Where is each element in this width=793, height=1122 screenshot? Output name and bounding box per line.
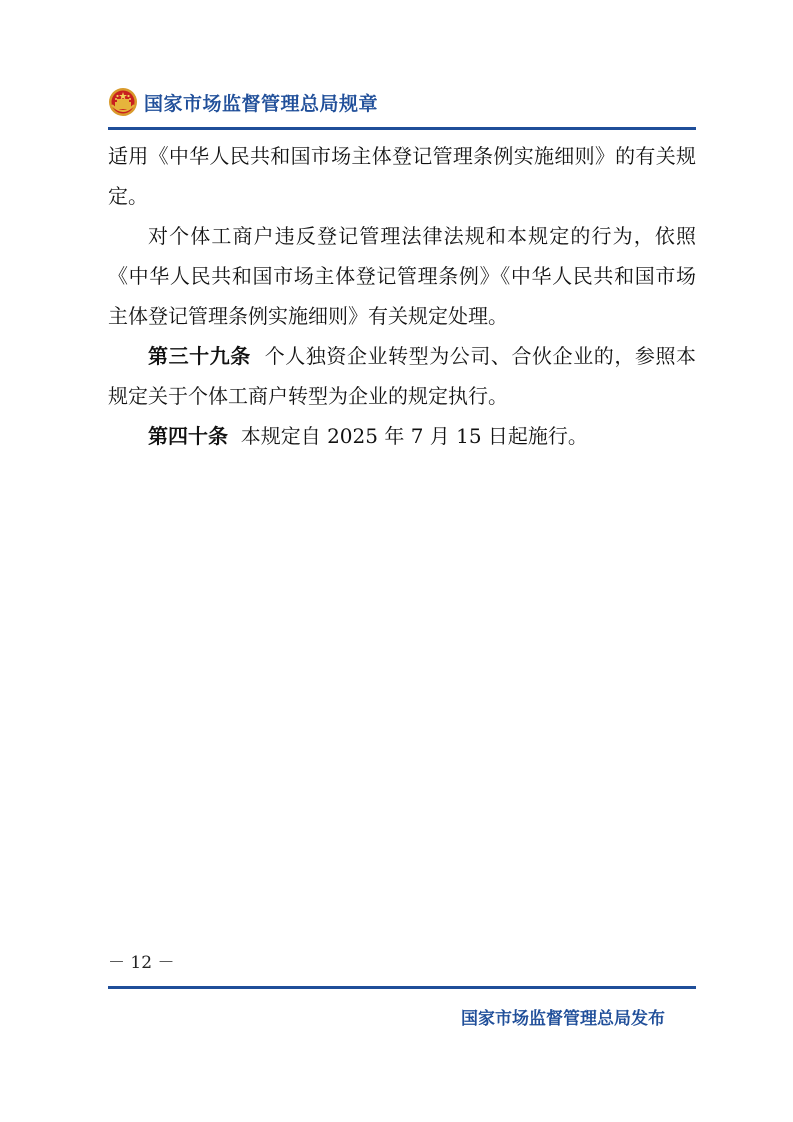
paragraph-penalty: 对个体工商户违反登记管理法律法规和本规定的行为，依照《中华人民共和国市场主体登记管理条例》《中华人民共和国市场主体登记管理条例实施细则》有关规定处理。 [108,224,696,328]
page-header [108,84,378,120]
footer-divider [108,986,696,989]
paragraph-continuation: 适用《中华人民共和国市场主体登记管理条例实施细则》的有关规定。 [108,144,696,208]
footer-publisher: 国家市场监督管理总局发布 [461,1009,665,1029]
header-divider [108,127,696,130]
article-40 [108,416,696,456]
article-39 [108,336,696,416]
national-emblem-icon [108,87,138,117]
article-40-label: 第四十条 [148,424,228,448]
page-number: － 12 － [108,953,175,973]
document-body [108,136,696,456]
article-39-text: 个人独资企业转型为公司、合伙企业的，参照本规定关于个体工商户转型为企业的规定执行。 [108,344,697,408]
article-39-label: 第三十九条 [148,344,251,368]
header-title: 国家市场监督管理总局规章 [144,92,379,115]
article-40-text: 本规定自 2025 年 7 月 15 日起施行。 [240,424,588,448]
